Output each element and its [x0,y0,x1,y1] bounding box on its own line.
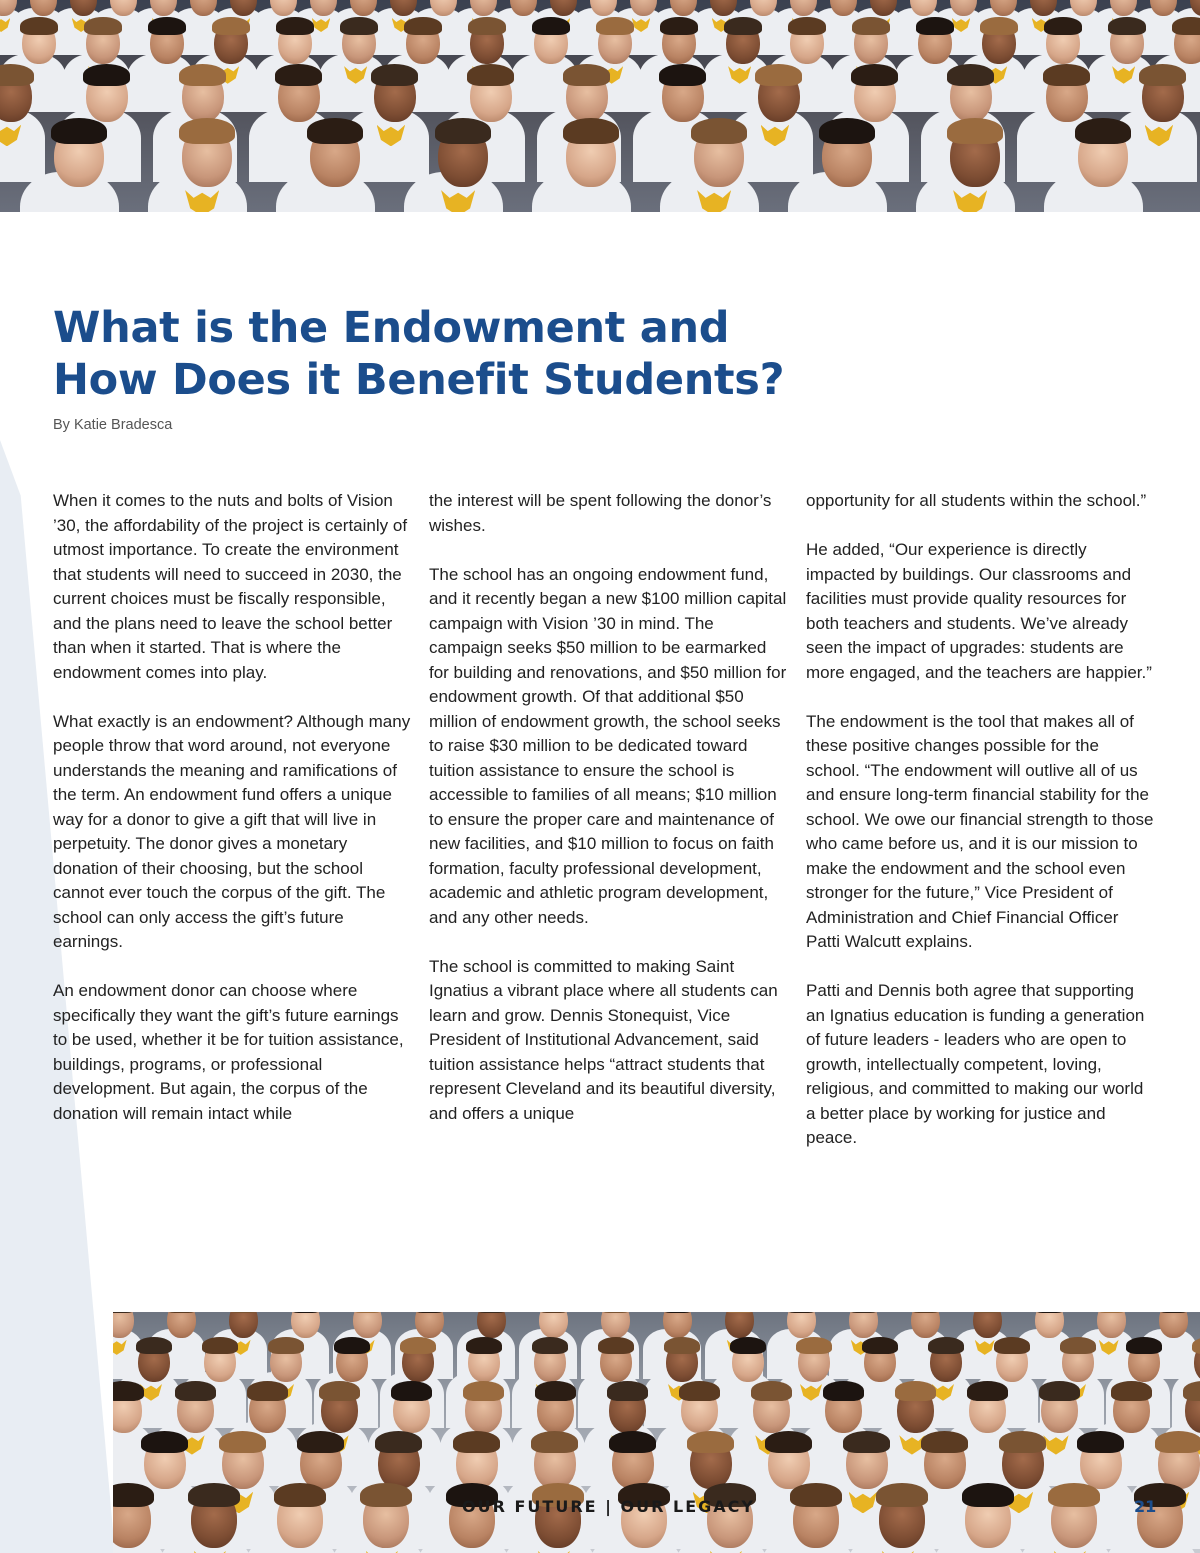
student-hair [790,1483,842,1507]
student-hair [1139,64,1186,86]
paragraph: the interest will be spent following the donor’s wishes. [429,491,772,535]
paragraph: The endowment is the tool that makes all of these positive changes possible for the school. “The endowment will outlive all of us and ensure long-term financial stability for the school. We owe our financial strength to those who came before us, and it is our mission to make the endowment and the school even stronger for the future,” Vice President of Administration and Chief Financial Officer Patti Walcutt explains. [806,711,1154,951]
student-hair [598,1337,634,1354]
student-hair [453,1431,500,1453]
student-hair [148,17,186,35]
student-hair [999,1431,1046,1453]
student-hair [1172,17,1200,35]
article-column-3 [806,489,1156,1175]
student-hair [916,17,954,35]
student-hair [113,1483,154,1507]
student-hair [895,1381,936,1400]
student-hair [275,64,322,86]
student-hair [113,1381,144,1400]
student-hair [788,17,826,35]
student-hair [212,17,250,35]
student-hair [340,17,378,35]
paragraph: An endowment donor can choose where specifically they want the gift’s future earnings to be used, whether it be for tuition assistance, buildings, programs, or professional development. But again, the corpus of the donation will remain intact while [53,981,404,1123]
paragraph: opportunity for all students within the school.” [806,491,1147,510]
paragraph: He added, “Our experience is directly impacted by buildings. Our classrooms and facilities must provide quality resources for both teachers and students. We’ve already seen the impact of upgrades: students are more engaged, and the teachers are happier.” [806,540,1152,682]
bottom-student-group-photo [113,1312,1200,1553]
student-hair [20,17,58,35]
student-hair [83,64,130,86]
student-hair [609,1431,656,1453]
student-hair [1108,17,1146,35]
student-hair [765,1431,812,1453]
top-student-crowd-photo [0,0,1200,212]
student-hair [962,1483,1014,1507]
headline-line-2: How Does it Benefit Students? [53,355,785,405]
student-hair [607,1381,648,1400]
student-hair [532,1337,568,1354]
student-hair [660,17,698,35]
student-hair [1077,1431,1124,1453]
student-hair [375,1431,422,1453]
student-hair [435,118,491,144]
student-hair [268,1337,304,1354]
student-hair [730,1337,766,1354]
paragraph: What exactly is an endowment? Although many people throw that word around, not everyone understands the meaning and ramifications of the term. An endowment fund offers a unique way for a donor to give a gift that will live in perpetuity. The donor gives a monetary donation of their choosing, but the school cannot ever touch the corpus of the gift. The school can only access the gift’s future earnings. [53,711,411,951]
student-hair [468,17,506,35]
student-hair [141,1431,188,1453]
student-hair [531,1431,578,1453]
student-hair [188,1483,240,1507]
student-hair [1155,1431,1200,1453]
student-hair [819,118,875,144]
student-hair [179,118,235,144]
student-hair [947,118,1003,144]
student-hair [535,1381,576,1400]
student-hair [463,1381,504,1400]
student-hair [687,1431,734,1453]
student-hair [755,64,802,86]
student-hair [862,1337,898,1354]
student-hair [247,1381,288,1400]
student-hair [724,17,762,35]
student-hair [1044,17,1082,35]
student-hair [319,1381,360,1400]
student-hair [596,17,634,35]
student-hair [391,1381,432,1400]
student-hair [1048,1483,1100,1507]
student-hair [852,17,890,35]
student-hair [876,1483,928,1507]
student-hair [136,1337,172,1354]
student-hair [851,64,898,86]
article-column-1 [53,489,413,1151]
article-column-2 [429,489,789,1151]
student-hair [334,1337,370,1354]
student-hair [371,64,418,86]
student-hair [921,1431,968,1453]
student-hair [360,1483,412,1507]
student-hair [467,64,514,86]
student-hair [1111,1381,1152,1400]
student-hair [843,1431,890,1453]
student-hair [659,64,706,86]
student-hair [967,1381,1008,1400]
paragraph: The school has an ongoing endowment fund, and it recently began a new $100 million capital campaign with Vision ’30 in mind. The campaign seeks $50 million to be earmarked for building and renovations, and $50 million for endowment growth. Of that additional $50 million of endowment growth, the school seeks to raise $30 million to be dedicated toward tuition assistance to ensure the school is accessible to families of all means; $10 million to ensure the proper care and maintenance of new facilities, and $10 million to focus on faith formation, faculty professional development, academic and athletic program development, and any other needs. [429,564,787,927]
student-hair [1126,1337,1162,1354]
student-hair [400,1337,436,1354]
byline: By Katie Bradesca [53,417,173,433]
student-hair [994,1337,1030,1354]
student-hair [691,118,747,144]
footer-tagline: OUR FUTURE | OUR LEGACY [462,1497,755,1516]
paragraph: When it comes to the nuts and bolts of Vision ’30, the affordability of the project is certainly of utmost importance. To create the environment that students will need to succeed in 2030, the current choices must be fiscally responsible, and the plans need to leave the school better than when it started. That is where the endowment comes into play. [53,491,408,682]
student-hair [563,118,619,144]
student-hair [202,1337,238,1354]
student-hair [679,1381,720,1400]
student-hair [179,64,226,86]
student-hair [1060,1337,1096,1354]
student-hair [1075,118,1131,144]
article-headline [53,302,953,406]
student-hair [563,64,610,86]
student-hair [532,17,570,35]
student-hair [219,1431,266,1453]
page-number: 21 [1134,1497,1157,1516]
paragraph: The school is committed to making Saint Ignatius a vibrant place where all students can learn and grow. Dennis Stonequist, Vice President of Institutional Advancement, said tuition assistance helps “attract students that represent Cleveland and its beautiful diversity, and offers a unique [429,956,778,1123]
student-hair [274,1483,326,1507]
student-hair [297,1431,344,1453]
student-hair [751,1381,792,1400]
student-hair [51,118,107,144]
student-hair [823,1381,864,1400]
student-hair [928,1337,964,1354]
student-hair [1043,64,1090,86]
student-hair [404,17,442,35]
student-hair [796,1337,832,1354]
student-hair [84,17,122,35]
student-hair [947,64,994,86]
student-hair [466,1337,502,1354]
paragraph: Patti and Dennis both agree that supporting an Ignatius education is funding a generation of future leaders - leaders who are open to growth, intellectually competent, loving, religious, and committed to making our world a better place by working for justice and peace. [806,981,1145,1147]
student-hair [307,118,363,144]
headline-line-1: What is the Endowment and [53,303,730,353]
student-hair [1039,1381,1080,1400]
student-hair [664,1337,700,1354]
student-hair [276,17,314,35]
student-hair [980,17,1018,35]
student-hair [175,1381,216,1400]
